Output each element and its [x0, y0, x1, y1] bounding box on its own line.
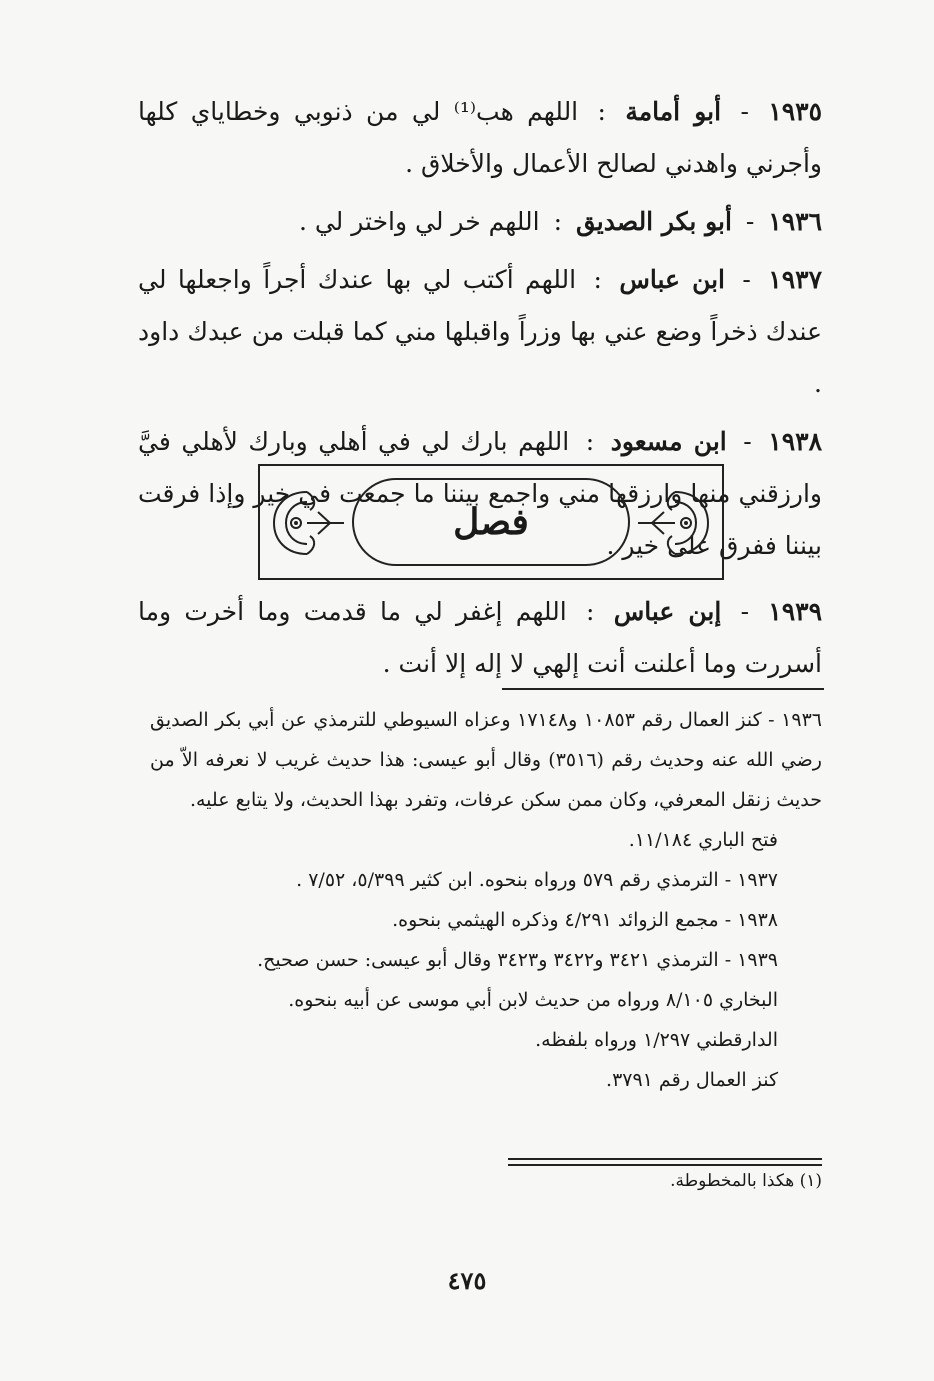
entry-1938: ١٩٣٨ - ابن مسعود : اللهم بارك لي في أهلي وبارك لأهلي فيَّ وارزقني منها وارزقها مني واجمع بيننا ما جمعت في خير وإذا فرقت بيننا ففرق على خير .: [138, 427, 822, 560]
entry-number: ١٩٣٩: [768, 597, 823, 626]
note-1936-continued: فتح الباري ١١/١٨٤.: [628, 829, 778, 851]
note-1937: ١٩٣٧ - الترمذي رقم ٥٧٩ ورواه بنحوه. ابن كثير ٥/٣٩٩، ٧/٥٢ .: [296, 869, 778, 891]
entry-author: إبن عباس: [613, 597, 722, 626]
entry-text: اللهم خر لي واختر لي .: [298, 207, 540, 236]
entry-number: ١٩٣٧: [768, 265, 822, 294]
entry-text: اللهم بارك لي في أهلي وبارك لأهلي فيَّ وارزقني منها وارزقها مني واجمع بيننا ما جمعت في خير وإذا فرقت بيننا ففرق على خير .: [138, 427, 822, 560]
note-1939-kanz: كنز العمال رقم ٣٧٩١.: [606, 1069, 778, 1091]
notes-divider: [502, 688, 824, 690]
entry-1937: ١٩٣٧ - ابن عباس : اللهم أكتب لي بها عندك أجراً واجعلها لي عندك ذخراً وضع عني بها وزراً واقبلها مني كما قبلت من عبدك داود .: [138, 265, 822, 398]
entry-1935: ١٩٣٥ - أبو أمامة : اللهم هب⁽¹⁾ لي من ذنوبي وخطاياي كلها وأجرني واهدني لصالح الأعمال والأخلاق .: [138, 97, 823, 178]
section-heading: فصل: [352, 478, 630, 566]
entry-text: اللهم هب⁽¹⁾ لي من ذنوبي وخطاياي كلها وأجرني واهدني لصالح الأعمال والأخلاق .: [138, 97, 822, 178]
note-1939-bukhari: البخاري ٨/١٠٥ ورواه من حديث لابن أبي موسى عن أبيه بنحوه.: [288, 989, 778, 1011]
entry-1939: ١٩٣٩ - إبن عباس : اللهم إغفر لي ما قدمت وما أخرت وما أسررت وما أعلنت أنت إلهي لا إله إلا أنت .: [138, 597, 823, 678]
entry-author: أبو أمامة: [625, 97, 722, 126]
entry-number: ١٩٣٥: [768, 97, 823, 126]
footnote-divider: [508, 1158, 822, 1160]
entry-number: ١٩٣٦: [768, 207, 822, 236]
ornament-left-icon: [266, 484, 348, 562]
after-heading-text: [138, 586, 822, 696]
note-1938: ١٩٣٨ - مجمع الزوائد ٤/٢٩١ وذكره الهيثمي بنحوه.: [392, 909, 778, 931]
entry-author: أبو بكر الصديق: [575, 207, 732, 236]
entry-number: ١٩٣٨: [768, 427, 822, 456]
note-1939: ١٩٣٩ - الترمذي ٣٤٢١ و٣٤٢٢ و٣٤٢٣ وقال أبو عيسى: حسن صحيح.: [257, 949, 778, 971]
entry-text: اللهم إغفر لي ما قدمت وما أخرت وما أسررت وما أعلنت أنت إلهي لا إله إلا أنت .: [138, 597, 822, 678]
entry-1936: ١٩٣٦ - أبو بكر الصديق : اللهم خر لي واختر لي .: [298, 207, 822, 236]
page-number: ٤٧٥: [447, 1266, 487, 1295]
entry-author: ابن عباس: [619, 265, 726, 294]
entry-text: اللهم أكتب لي بها عندك أجراً واجعلها لي عندك ذخراً وضع عني بها وزراً واقبلها مني كما قبلت من عبدك داود .: [138, 265, 822, 398]
note-1939-daraqutni: الدارقطني ١/٢٩٧ ورواه بلفظه.: [535, 1029, 778, 1051]
reference-notes: [150, 700, 822, 1100]
footnote: (١) هكذا بالمخطوطة.: [670, 1171, 822, 1191]
section-heading-frame: [258, 464, 724, 580]
entry-author: ابن مسعود: [610, 427, 727, 456]
ornament-right-icon: [634, 484, 716, 562]
note-1936: ١٩٣٦ - كنز العمال رقم ١٠٨٥٣ و١٧١٤٨ وعزاه السيوطي للترمذي عن أبي بكر الصديق رضي الله عنه وحديث رقم (٣٥١٦) وقال أبو عيسى: هذا حديث غريب لا نعرفه الاّ من حديث زنقل المعرفي، وكان ممن سكن عرفات، وتفرد بهذا الحديث، ولا يتابع عليه.: [150, 709, 822, 811]
